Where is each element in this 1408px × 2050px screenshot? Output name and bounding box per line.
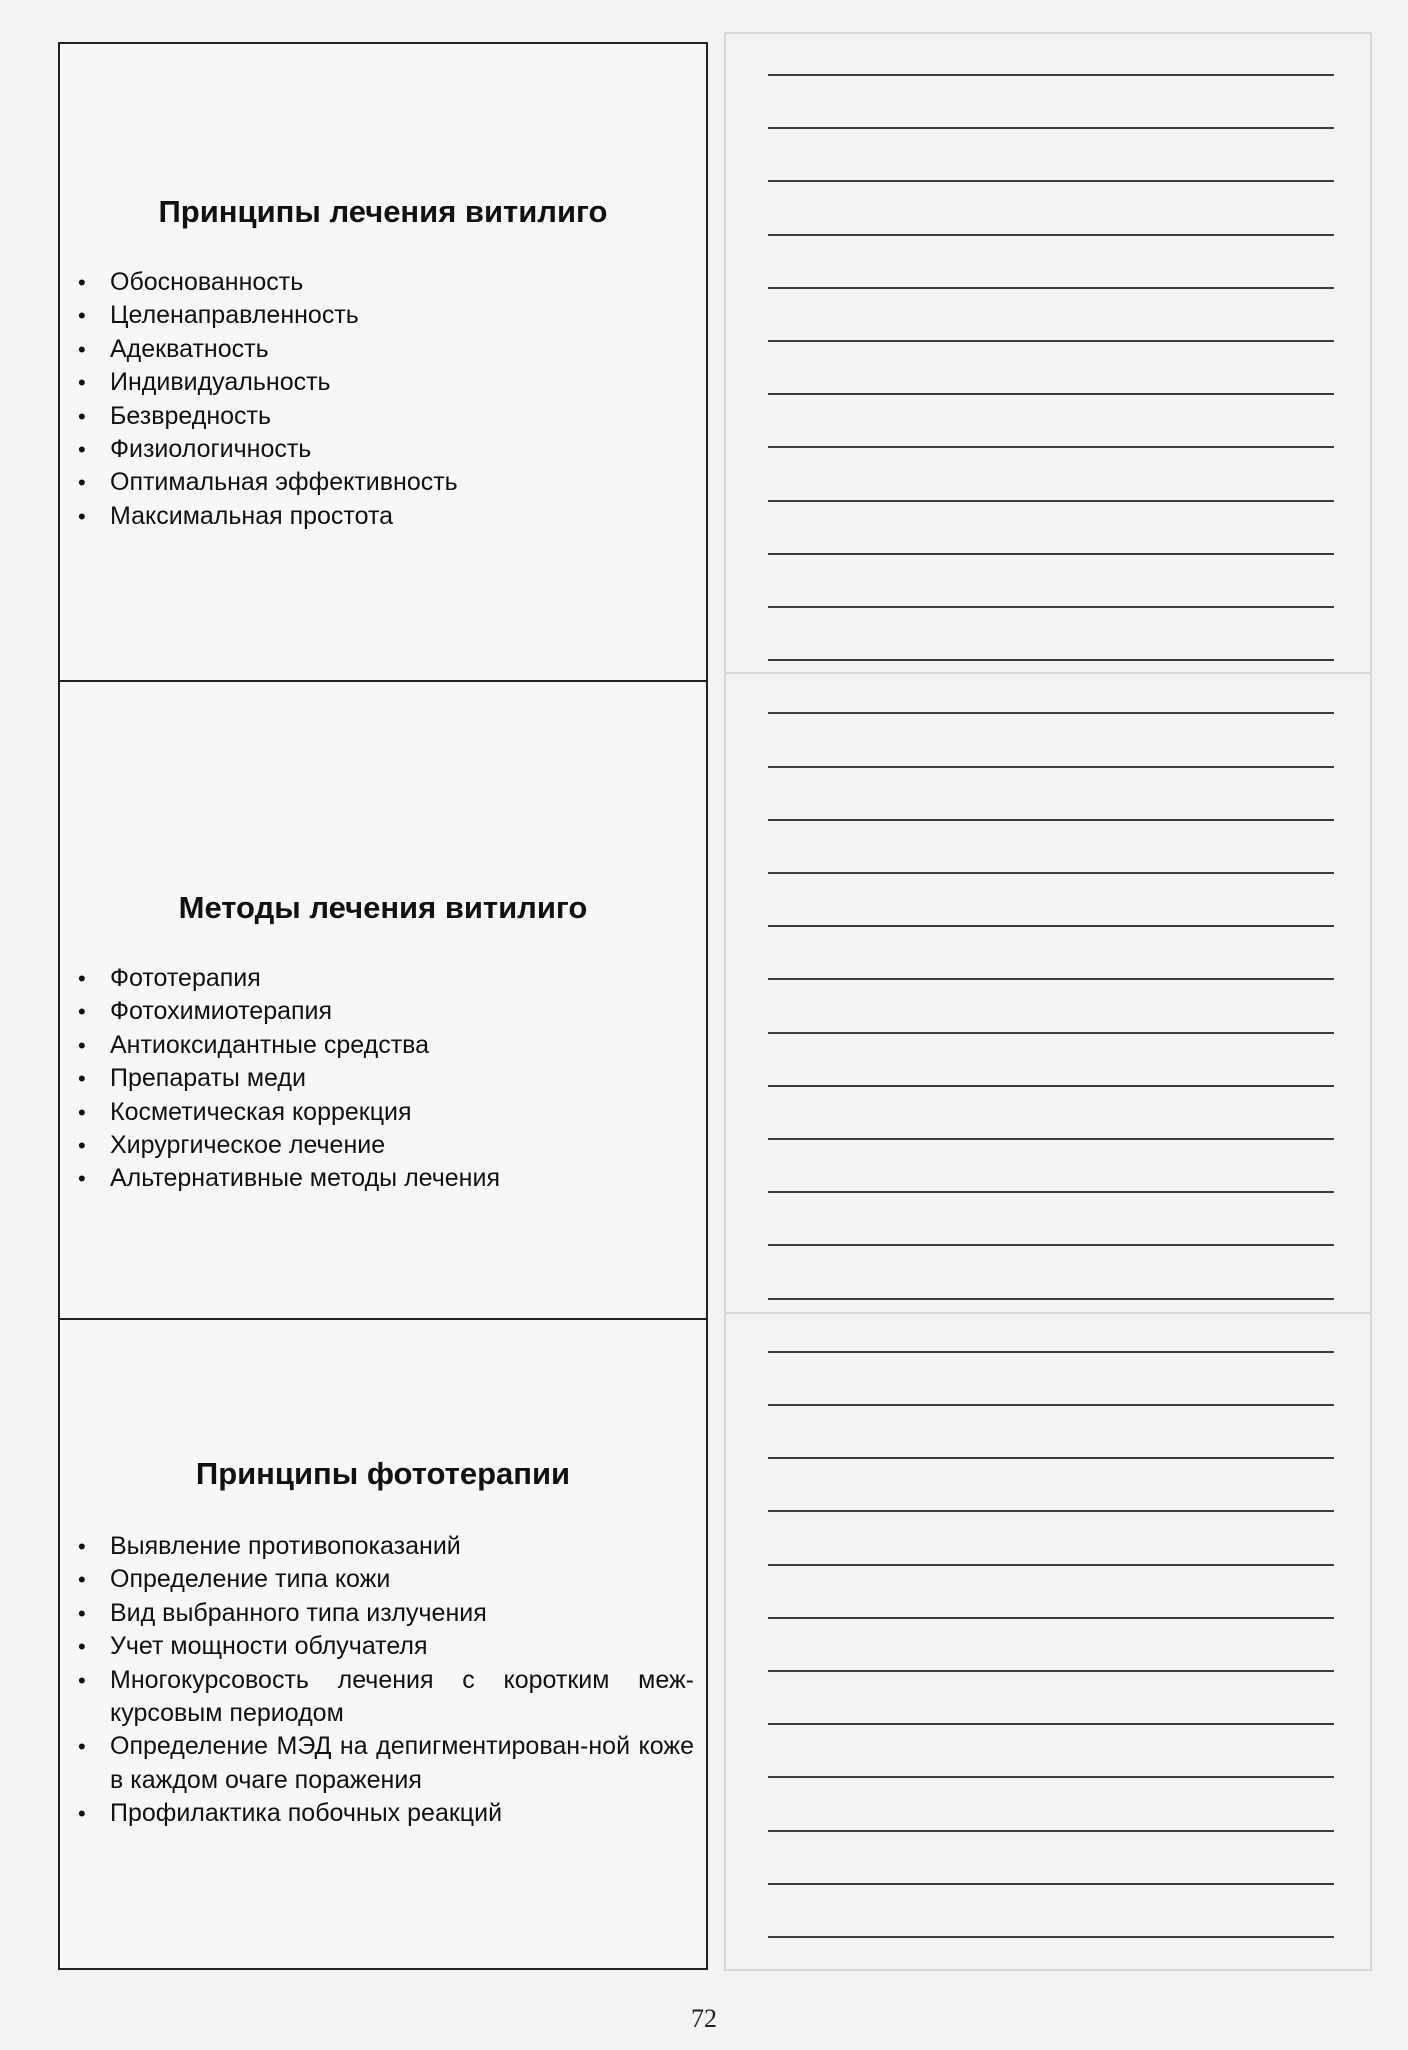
list-item: • Максимальная простота — [78, 500, 694, 533]
slide-title: Принципы лечения витилиго — [158, 194, 608, 229]
note-line — [768, 1298, 1334, 1300]
note-line — [768, 446, 1334, 448]
note-line — [768, 1191, 1334, 1193]
note-line — [768, 1351, 1334, 1353]
note-line — [768, 1617, 1334, 1619]
note-line — [768, 978, 1334, 980]
note-line — [768, 553, 1334, 555]
note-line — [768, 819, 1334, 821]
note-line — [768, 74, 1334, 76]
list-item: • Многокурсовость лечения с коротким меж-курсовым периодом — [78, 1664, 694, 1731]
note-line — [768, 925, 1334, 927]
list-item: • Косметическая коррекция — [78, 1096, 694, 1129]
note-line — [768, 1883, 1334, 1885]
slide-vitiligo-treatment-principles — [60, 44, 706, 682]
bullet-list — [78, 266, 694, 533]
note-line — [768, 872, 1334, 874]
list-item: • Фототерапия — [78, 962, 694, 995]
slide-column — [58, 42, 708, 1970]
bullet-list — [78, 962, 694, 1196]
list-item: • Обоснованность — [78, 266, 694, 299]
list-item: • Хирургическое лечение — [78, 1129, 694, 1162]
list-item: • Определение МЭД на депигментирован-ной коже в каждом очаге поражения — [78, 1730, 694, 1797]
bullet-list — [78, 1530, 694, 1831]
note-lines — [768, 40, 1334, 1960]
note-line — [768, 340, 1334, 342]
note-line — [768, 1776, 1334, 1778]
note-line — [768, 287, 1334, 289]
slide-title: Методы лечения витилиго — [178, 890, 588, 925]
note-line — [768, 659, 1334, 661]
note-line — [768, 234, 1334, 236]
note-line — [768, 1244, 1334, 1246]
list-item: • Индивидуальность — [78, 366, 694, 399]
list-item: • Определение типа кожи — [78, 1563, 694, 1596]
note-line — [768, 606, 1334, 608]
note-line — [768, 1723, 1334, 1725]
list-item: • Антиоксидантные средства — [78, 1029, 694, 1062]
note-line — [768, 1830, 1334, 1832]
list-item: • Учет мощности облучателя — [78, 1630, 694, 1663]
list-item: • Адекватность — [78, 333, 694, 366]
list-item: • Препараты меди — [78, 1062, 694, 1095]
list-item: • Целенаправленность — [78, 299, 694, 332]
note-line — [768, 766, 1334, 768]
slide-vitiligo-treatment-methods — [60, 682, 706, 1320]
slide-phototherapy-principles — [60, 1320, 706, 1968]
note-line — [768, 1670, 1334, 1672]
list-item: • Профилактика побочных реакций — [78, 1797, 694, 1830]
note-line — [768, 1138, 1334, 1140]
note-line — [768, 1564, 1334, 1566]
list-item: • Безвредность — [78, 400, 694, 433]
note-line — [768, 1936, 1334, 1938]
note-line — [768, 180, 1334, 182]
list-item: • Фотохимиотерапия — [78, 995, 694, 1028]
note-line — [768, 393, 1334, 395]
slide-title: Принципы фототерапии — [195, 1456, 571, 1491]
note-line — [768, 127, 1334, 129]
note-line — [768, 1032, 1334, 1034]
list-item: • Физиологичность — [78, 433, 694, 466]
note-line — [768, 500, 1334, 502]
note-line — [768, 1404, 1334, 1406]
note-line — [768, 1085, 1334, 1087]
note-line — [768, 1510, 1334, 1512]
list-item: • Вид выбранного типа излучения — [78, 1597, 694, 1630]
list-item: • Альтернативные методы лечения — [78, 1162, 694, 1195]
list-item: • Оптимальная эффективность — [78, 466, 694, 499]
note-line — [768, 712, 1334, 714]
list-item: • Выявление противопоказаний — [78, 1530, 694, 1563]
page-number: 72 — [691, 2004, 717, 2033]
note-line — [768, 1457, 1334, 1459]
